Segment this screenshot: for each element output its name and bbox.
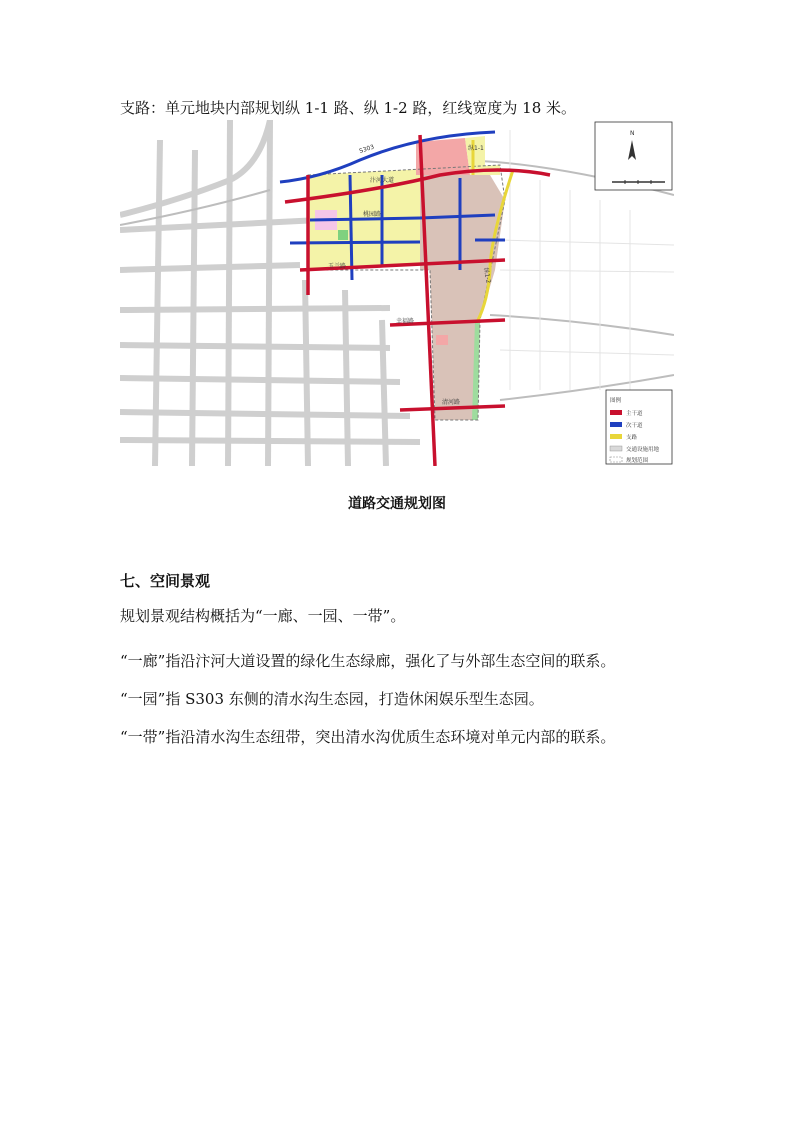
north-label: N bbox=[630, 130, 635, 137]
label-qinghe-road: 清河路 bbox=[442, 399, 461, 406]
north-arrow-box bbox=[595, 122, 672, 190]
legend-swatch-secondary bbox=[610, 422, 622, 427]
label-s303: S303 bbox=[358, 143, 376, 155]
legend-swatch-trunk bbox=[610, 410, 622, 415]
section-paragraph-4: “一带”指沿清水沟生态纽带，突出清水沟优质生态环境对单元内部的联系。 bbox=[120, 728, 616, 746]
road-traffic-plan-map bbox=[120, 120, 674, 466]
section-paragraph-3: “一园”指 S303 东侧的清水沟生态园，打造休闲娱乐型生态园。 bbox=[120, 690, 544, 708]
legend-label-trunk: 主干道 bbox=[626, 411, 643, 417]
section-heading: 七、空间景观 bbox=[120, 572, 211, 590]
legend-label-secondary: 次干道 bbox=[626, 423, 643, 429]
label-zong11: 纵1-1 bbox=[468, 145, 484, 152]
legend-swatch-facility bbox=[610, 446, 622, 451]
figure-caption: 道路交通规划图 bbox=[348, 496, 446, 512]
legend-label-boundary: 规划范围 bbox=[626, 458, 649, 464]
label-bianhe-road: 汴河大道 bbox=[370, 177, 395, 184]
legend bbox=[606, 390, 672, 464]
label-taoyuan-road: 桃园路 bbox=[363, 211, 382, 218]
legend-label-branch: 支路 bbox=[626, 435, 638, 441]
intro-paragraph: 支路：单元地块内部规划纵 1-1 路、纵 1-2 路，红线宽度为 18 米。 bbox=[120, 99, 577, 117]
legend-label-facility: 交通设施用地 bbox=[626, 447, 660, 453]
legend-title: 图例 bbox=[610, 398, 622, 404]
section-paragraph-1: 规划景观结构概括为“一廊、一园、一带”。 bbox=[120, 607, 406, 625]
label-xingfu-road: 幸福路 bbox=[396, 318, 415, 325]
section-paragraph-2: “一廊”指沿汴河大道设置的绿化生态绿廊，强化了与外部生态空间的联系。 bbox=[120, 652, 616, 670]
legend-swatch-branch bbox=[610, 434, 622, 439]
label-yulan-road: 玉兰路 bbox=[328, 263, 347, 270]
label-zong12: 纵1-2 bbox=[482, 267, 492, 284]
